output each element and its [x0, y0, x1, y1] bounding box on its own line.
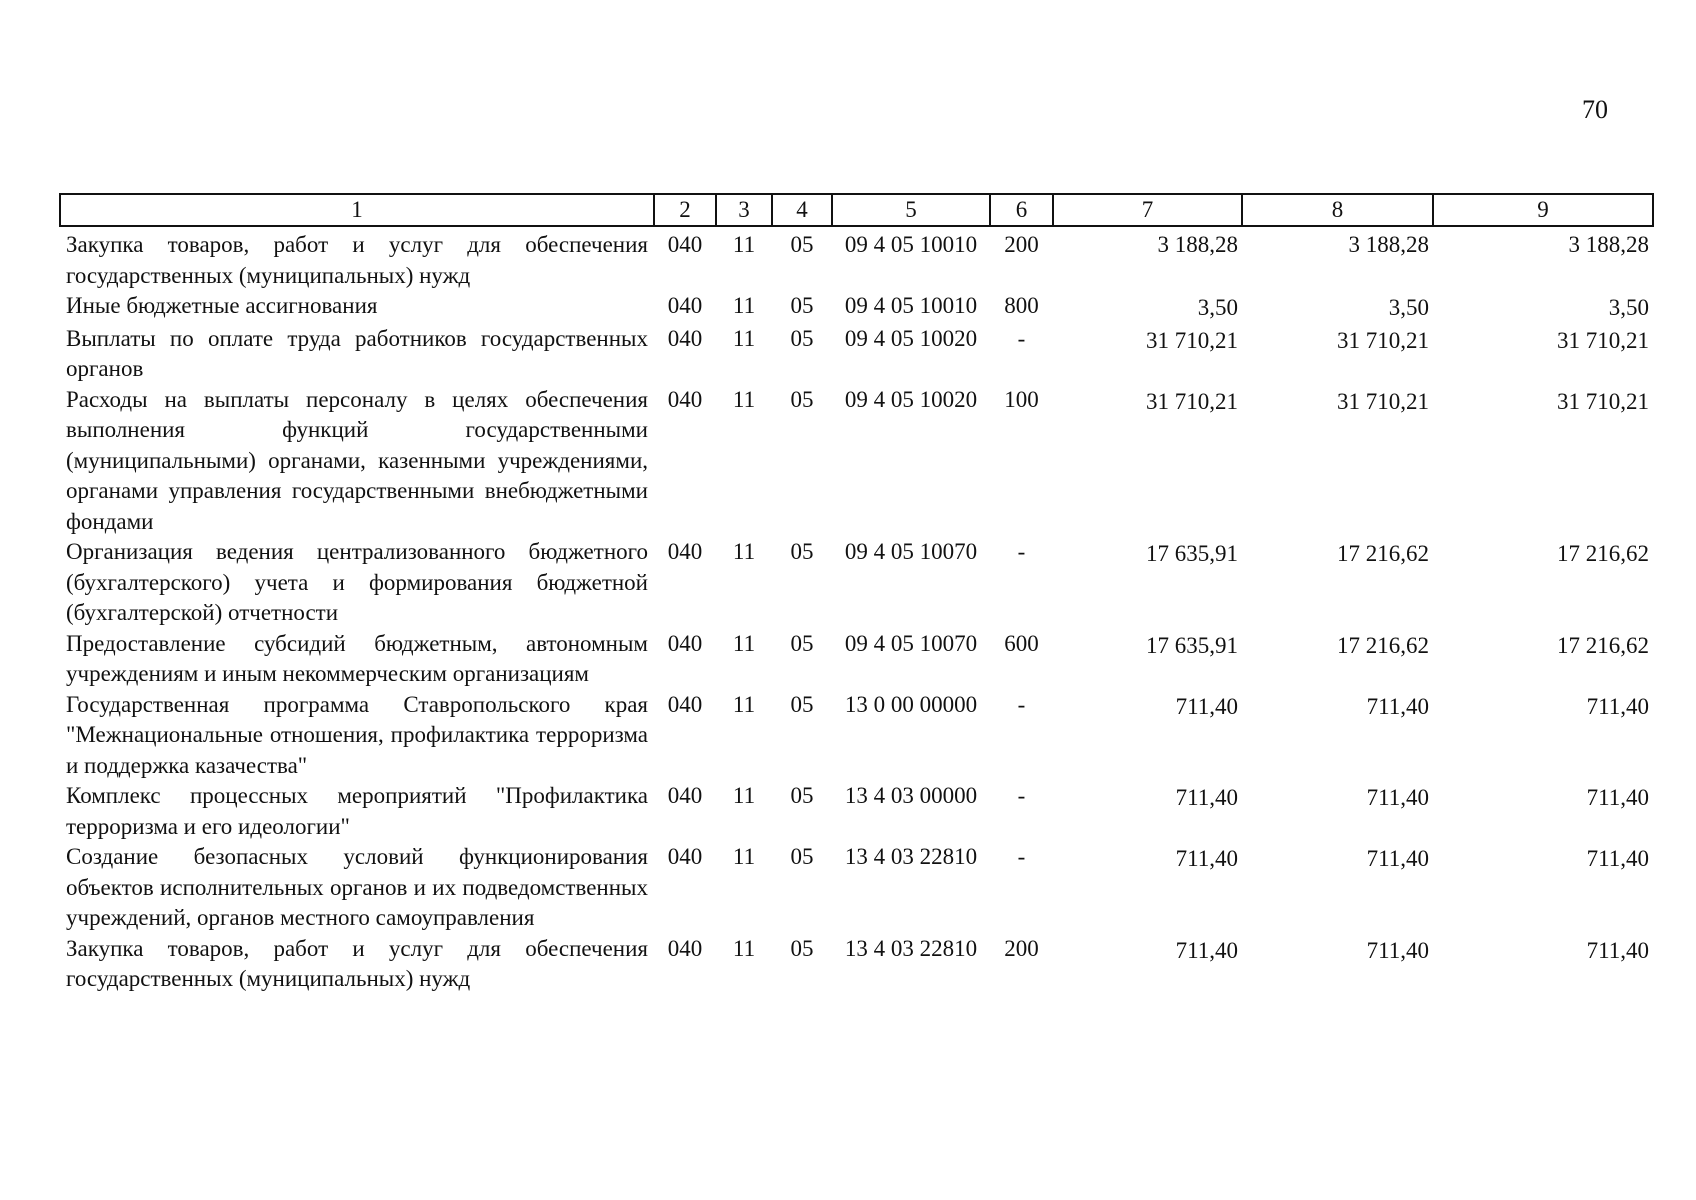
section-code: 11 — [732, 386, 756, 412]
section-code: 11 — [732, 293, 756, 318]
budget-table — [59, 193, 1654, 995]
table-row — [60, 842, 1653, 934]
expense-type-code: - — [1017, 539, 1026, 564]
amount-col9: 17 216,62 — [1557, 632, 1649, 658]
amount-col8: 711,40 — [1366, 846, 1429, 871]
expense-name: Выплаты по оплате труда работников государственных органов — [66, 325, 648, 381]
subsection-code: 05 — [790, 691, 814, 717]
amount-col9: 3 188,28 — [1568, 232, 1649, 257]
table-row — [60, 934, 1653, 995]
table-header-row — [60, 194, 1653, 226]
amount-col7: 31 710,21 — [1146, 327, 1238, 353]
amount-col8: 3 188,28 — [1348, 232, 1429, 257]
subsection-code: 05 — [790, 325, 814, 351]
column-header: 1 — [60, 194, 654, 226]
amount-col8: 3,50 — [1388, 295, 1429, 320]
amount-col7: 3,50 — [1197, 295, 1238, 320]
expense-type-code: 600 — [1004, 630, 1039, 656]
subsection-code: 05 — [790, 539, 814, 564]
target-article-code: 13 0 00 00000 — [844, 691, 978, 717]
column-header: 6 — [990, 194, 1053, 226]
amount-col9: 3,50 — [1608, 295, 1649, 320]
amount-col7: 711,40 — [1175, 693, 1238, 719]
column-header: 5 — [832, 194, 990, 226]
amount-col9: 711,40 — [1586, 846, 1649, 871]
expense-name: Закупка товаров, работ и услуг для обеспечения государственных (муниципальных) нужд — [66, 232, 648, 288]
table-row — [60, 781, 1653, 842]
subsection-code: 05 — [790, 232, 814, 257]
expense-name: Организация ведения централизованного бюджетного (бухгалтерского) учета и формирования бюджетной (бухгалтерской) отчетности — [66, 539, 648, 625]
column-header: 3 — [716, 194, 772, 226]
amount-col7: 711,40 — [1175, 846, 1238, 871]
expense-type-code: - — [1017, 844, 1026, 869]
section-code: 11 — [732, 630, 756, 656]
expense-type-code: 200 — [1004, 935, 1039, 961]
section-code: 11 — [732, 691, 756, 717]
ministry-code: 040 — [667, 935, 703, 961]
amount-col8: 17 216,62 — [1337, 541, 1429, 566]
amount-col7: 711,40 — [1175, 785, 1238, 810]
ministry-code: 040 — [667, 325, 703, 351]
column-header: 7 — [1053, 194, 1242, 226]
column-header: 8 — [1242, 194, 1433, 226]
expense-name: Расходы на выплаты персоналу в целях обеспечения выполнения функций государственными (муниципальными) органами, казенными учреждениями, органами управления государственными внебюджетными фондами — [66, 386, 648, 534]
expense-name: Закупка товаров, работ и услуг для обеспечения государственных (муниципальных) нужд — [66, 935, 648, 991]
page-number: 70 — [1582, 95, 1608, 124]
target-article-code: 09 4 05 10070 — [844, 630, 978, 656]
target-article-code: 13 4 03 22810 — [844, 844, 978, 869]
expense-type-code: - — [1017, 691, 1026, 717]
subsection-code: 05 — [790, 293, 814, 318]
amount-col8: 711,40 — [1366, 937, 1429, 963]
subsection-code: 05 — [790, 783, 814, 808]
subsection-code: 05 — [790, 935, 814, 961]
amount-col8: 711,40 — [1366, 785, 1429, 810]
expense-type-code: - — [1017, 783, 1026, 808]
column-header: 2 — [654, 194, 716, 226]
ministry-code: 040 — [667, 844, 703, 869]
amount-col9: 17 216,62 — [1557, 541, 1649, 566]
amount-col7: 3 188,28 — [1157, 232, 1238, 257]
target-article-code: 09 4 05 10020 — [844, 386, 978, 412]
section-code: 11 — [732, 935, 756, 961]
amount-col8: 31 710,21 — [1337, 388, 1429, 414]
expense-type-code: 800 — [1004, 293, 1039, 318]
amount-col8: 31 710,21 — [1337, 327, 1429, 353]
ministry-code: 040 — [667, 783, 703, 808]
amount-col8: 17 216,62 — [1337, 632, 1429, 658]
subsection-code: 05 — [790, 844, 814, 869]
table-row — [60, 629, 1653, 690]
amount-col7: 31 710,21 — [1146, 388, 1238, 414]
expense-name: Предоставление субсидий бюджетным, автономным учреждениям и иным некоммерческим организациям — [66, 630, 648, 686]
amount-col9: 31 710,21 — [1557, 388, 1649, 414]
expense-name: Создание безопасных условий функционирования объектов исполнительных органов и их подведомственных учреждений, органов местного самоуправления — [66, 844, 648, 930]
table-row — [60, 385, 1653, 538]
section-code: 11 — [732, 325, 756, 351]
table-row — [60, 291, 1653, 324]
subsection-code: 05 — [790, 386, 814, 412]
expense-name: Государственная программа Ставропольского края "Межнациональные отношения, профилактика терроризма и поддержка казачества" — [66, 691, 648, 778]
ministry-code: 040 — [667, 386, 703, 412]
amount-col7: 17 635,91 — [1146, 632, 1238, 658]
target-article-code: 13 4 03 00000 — [844, 783, 978, 808]
amount-col7: 17 635,91 — [1146, 541, 1238, 566]
amount-col9: 711,40 — [1586, 693, 1649, 719]
column-header: 4 — [772, 194, 832, 226]
ministry-code: 040 — [667, 232, 703, 257]
expense-type-code: 100 — [1004, 386, 1039, 412]
table-row — [60, 324, 1653, 385]
ministry-code: 040 — [667, 539, 703, 564]
ministry-code: 040 — [667, 293, 703, 318]
amount-col7: 711,40 — [1175, 937, 1238, 963]
target-article-code: 13 4 03 22810 — [844, 935, 978, 961]
ministry-code: 040 — [667, 691, 703, 717]
expense-type-code: - — [1017, 325, 1026, 351]
table-row — [60, 690, 1653, 782]
amount-col9: 711,40 — [1586, 785, 1649, 810]
amount-col8: 711,40 — [1366, 693, 1429, 719]
column-header: 9 — [1433, 194, 1653, 226]
section-code: 11 — [732, 844, 756, 869]
target-article-code: 09 4 05 10070 — [844, 539, 978, 564]
expense-type-code: 200 — [1004, 232, 1039, 257]
section-code: 11 — [732, 539, 756, 564]
target-article-code: 09 4 05 10010 — [844, 232, 978, 257]
expense-name: Комплекс процессных мероприятий "Профилактика терроризма и его идеологии" — [66, 783, 648, 839]
table-row — [60, 537, 1653, 629]
subsection-code: 05 — [790, 630, 814, 656]
section-code: 11 — [732, 232, 756, 257]
expense-name: Иные бюджетные ассигнования — [66, 293, 378, 318]
ministry-code: 040 — [667, 630, 703, 656]
amount-col9: 31 710,21 — [1557, 327, 1649, 353]
amount-col9: 711,40 — [1586, 937, 1649, 963]
section-code: 11 — [732, 783, 756, 808]
target-article-code: 09 4 05 10010 — [844, 293, 978, 318]
target-article-code: 09 4 05 10020 — [844, 325, 978, 351]
table-row — [60, 226, 1653, 291]
